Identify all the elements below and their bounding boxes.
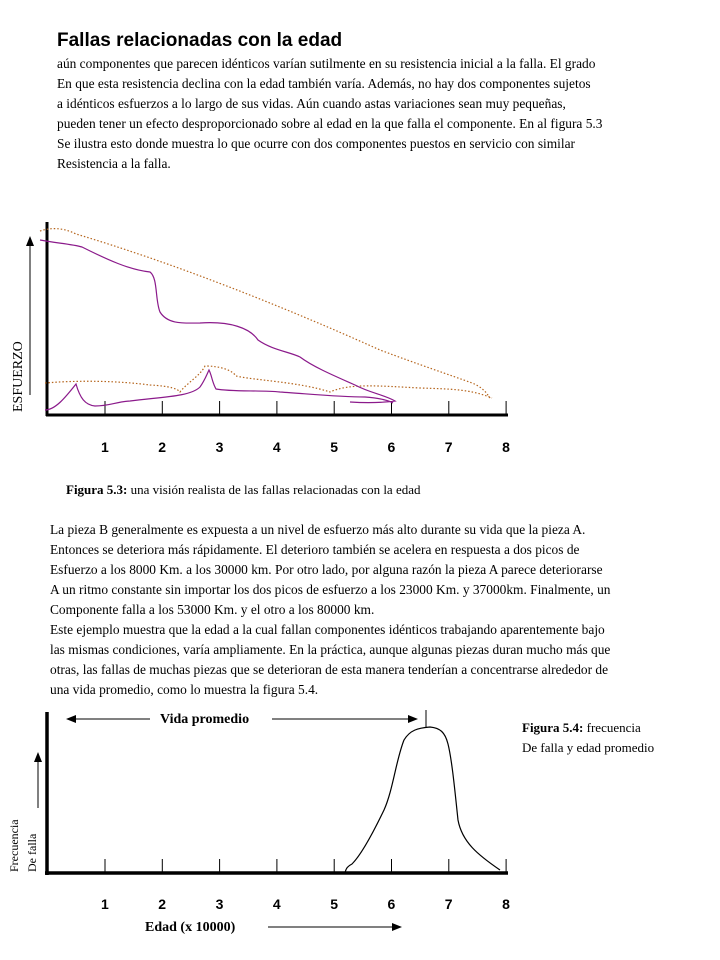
fig54-tick-label: 5 <box>330 896 338 912</box>
fig53-ticks <box>101 401 510 455</box>
text-line: Se ilustra esto donde muestra lo que ocurre con dos componentes puestos en servicio con similar <box>57 136 576 151</box>
fig53-tick-label: 6 <box>387 439 396 455</box>
caption-text: una visión realista de las fallas relacionadas con la edad <box>127 482 421 497</box>
text-line: Este ejemplo muestra que la edad a la cual fallan componentes idénticos trabajando aparentemente bajo <box>50 622 605 637</box>
fig53-tick-label: 5 <box>330 439 338 455</box>
fig53-tick-label: 1 <box>101 439 109 455</box>
fig54-tick-label: 2 <box>158 896 167 912</box>
vida-promedio-label: Vida promedio <box>160 712 250 727</box>
fig54-tick-label: 6 <box>387 896 396 912</box>
fig53-curve-b-resistance <box>40 240 395 403</box>
intro-paragraph <box>57 54 602 174</box>
text-line: Resistencia a la falla. <box>57 156 171 171</box>
arrow-up-icon <box>26 236 34 246</box>
text-line: a idénticos esfuerzos a lo largo de sus vidas. Aún cuando astas variaciones sean muy pequeñas, <box>57 96 566 111</box>
text-line: pueden tener un efecto desproporcionado sobre al edad en la que falla el componente. En al figura 5.3 <box>57 116 603 131</box>
fig53-tick-label: 3 <box>215 439 224 455</box>
text-line: otras, las fallas de muchas piezas que se deterioran de esta manera tenderían a concentrarse alrededor de <box>50 662 609 677</box>
text-line: Esfuerzo a los 8000 Km. a los 30000 km. Por otro lado, por alguna razón la pieza A parece deteriorarse <box>50 562 603 577</box>
fig53-tick-label: 4 <box>272 439 281 455</box>
fig54-y-label-line2: De falla <box>25 833 39 872</box>
arrow-right-icon <box>408 715 418 723</box>
text-line: Componente falla a los 53000 Km. y el otro a los 80000 km. <box>50 602 375 617</box>
arrow-up-icon <box>34 752 42 762</box>
fig54-tick-label: 3 <box>215 896 224 912</box>
text-line: Entonces se deteriora más rápidamente. El deterioro también se acelera en respuesta a dos picos de <box>50 542 580 557</box>
caption-label: Figura 5.4: <box>522 720 584 735</box>
caption-label: Figura 5.3: <box>66 482 128 497</box>
fig54-ticks <box>101 859 510 912</box>
text-line: aún componentes que parecen idénticos varían sutilmente en su resistencia inicial a la falla. El grado <box>57 56 596 71</box>
fig53-curve-b-initial-strength <box>40 229 490 398</box>
fig54-tick-label: 4 <box>272 896 281 912</box>
text-line: A un ritmo constante sin importar los dos picos de esfuerzo a los 23000 Km. y 37000km. Finalmente, un <box>50 582 611 597</box>
fig53-tick-label: 8 <box>502 439 510 455</box>
fig53-y-axis-label: ESFUERZO <box>11 341 26 412</box>
fig54-tick-label: 7 <box>444 896 453 912</box>
fig53-curve-a-resistance <box>45 370 393 410</box>
fig53-tick-label: 7 <box>444 439 453 455</box>
fig53-curve-a-stress <box>45 366 492 398</box>
text-line: En que esta resistencia declina con la edad también varía. Además, no hay dos componentes sujetos <box>57 76 591 91</box>
page-title: Fallas relacionadas con la edad <box>57 30 343 51</box>
body-paragraph <box>50 520 610 700</box>
fig54-tick-label: 8 <box>502 896 510 912</box>
arrow-right-icon <box>392 923 402 931</box>
text-line: La pieza B generalmente es expuesta a un nivel de esfuerzo más alto durante su vida que la pieza A. <box>50 522 586 537</box>
text-line: las mismas condiciones, varía ampliamente. En la práctica, aunque algunas piezas duran mucho más que <box>50 642 611 657</box>
figure-5-4-caption <box>522 718 654 758</box>
arrow-left-icon <box>66 715 76 723</box>
caption-text-line2: De falla y edad promedio <box>522 740 655 755</box>
fig53-tick-label: 2 <box>158 439 167 455</box>
fig54-failure-frequency-curve <box>345 727 500 873</box>
figure-5-3-caption <box>66 482 421 498</box>
caption-text: frecuencia <box>583 720 641 735</box>
fig54-y-label-line1: Frecuencia <box>7 819 21 872</box>
text-line: una vida promedio, como lo muestra la figura 5.4. <box>50 682 319 697</box>
fig54-x-axis-label: Edad (x 10000) <box>145 920 236 935</box>
fig54-tick-label: 1 <box>101 896 109 912</box>
